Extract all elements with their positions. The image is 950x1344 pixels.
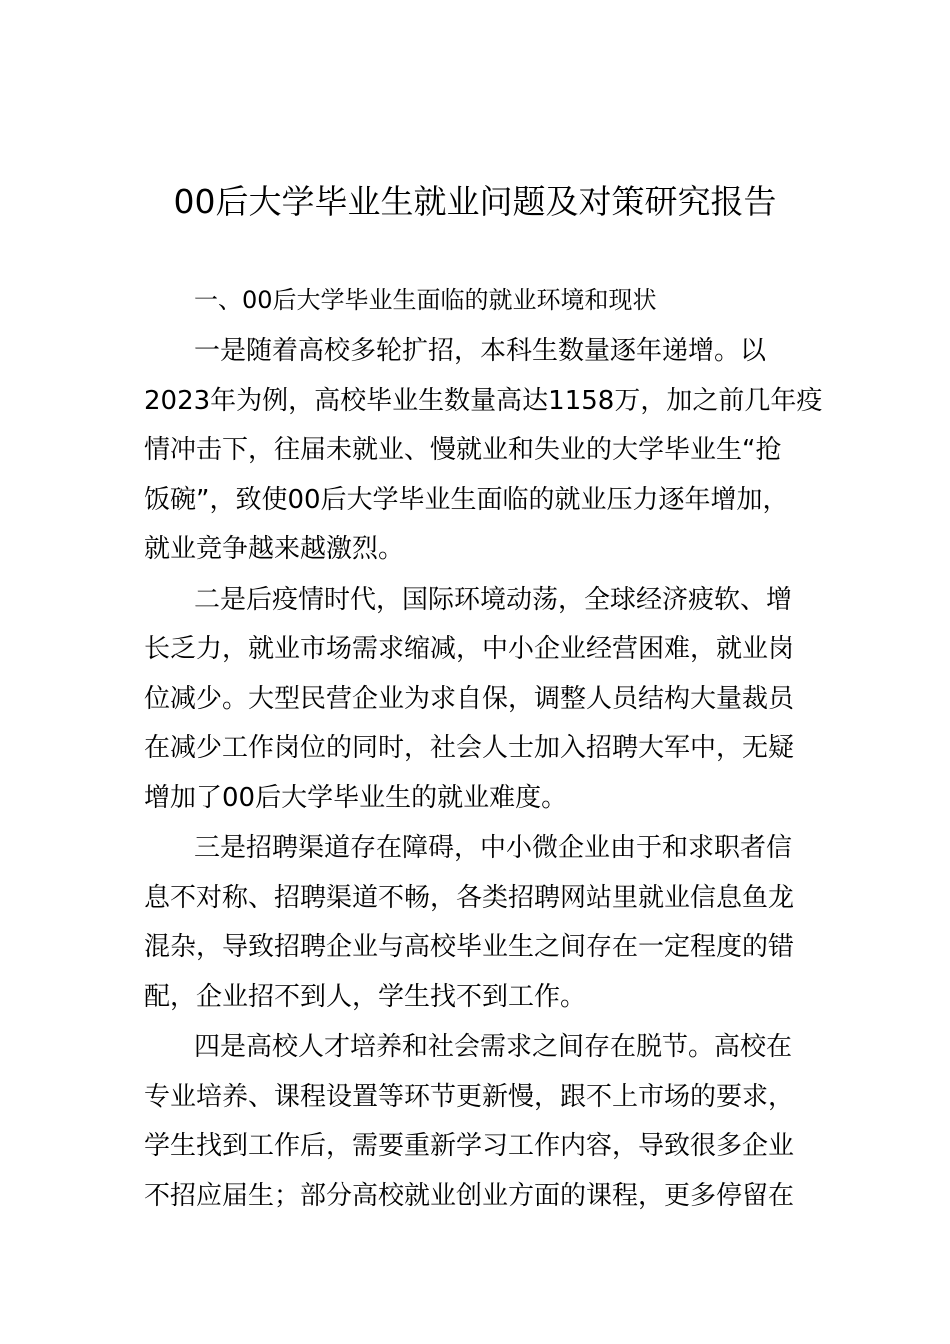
paragraph-3-line-4: 配，企业招不到人，学生找不到工作。 bbox=[144, 982, 587, 1012]
paragraph-2-line-5: 增加了00后大学毕业生的就业难度。 bbox=[144, 783, 568, 813]
paragraph-4-line-3: 学生找到工作后，需要重新学习工作内容，导致很多企业 bbox=[144, 1131, 795, 1161]
paragraph-1-line-3: 情冲击下，往届未就业、慢就业和失业的大学毕业生“抢 bbox=[144, 435, 782, 465]
paragraph-4-line-4: 不招应届生；部分高校就业创业方面的课程，更多停留在 bbox=[144, 1181, 795, 1211]
paragraph-1-line-1: 一是随着高校多轮扩招，本科生数量逐年递增。以 bbox=[194, 336, 767, 366]
paragraph-3-line-2: 息不对称、招聘渠道不畅，各类招聘网站里就业信息鱼龙 bbox=[144, 883, 795, 913]
paragraph-3-line-1: 三是招聘渠道存在障碍，中小微企业由于和求职者信 bbox=[194, 833, 793, 863]
section-heading: 一、00后大学毕业生面临的就业环境和现状 bbox=[194, 286, 657, 314]
paragraph-4-line-2: 专业培养、课程设置等环节更新慢，跟不上市场的要求， bbox=[144, 1082, 795, 1112]
paragraph-4-line-1: 四是高校人才培养和社会需求之间存在脱节。高校在 bbox=[194, 1032, 793, 1062]
paragraph-1-line-4: 饭碗”，致使00后大学毕业生面临的就业压力逐年增加， bbox=[144, 485, 789, 515]
paragraph-2-line-4: 在减少工作岗位的同时，社会人士加入招聘大军中，无疑 bbox=[144, 733, 795, 763]
paragraph-3-line-3: 混杂，导致招聘企业与高校毕业生之间存在一定程度的错 bbox=[144, 932, 795, 962]
document-title: 00后大学毕业生就业问题及对策研究报告 bbox=[173, 182, 777, 221]
paragraph-2-line-1: 二是后疫情时代，国际环境动荡，全球经济疲软、增 bbox=[194, 585, 793, 615]
paragraph-1-line-5: 就业竞争越来越激烈。 bbox=[144, 534, 405, 564]
paragraph-2-line-2: 长乏力，就业市场需求缩减，中小企业经营困难，就业岗 bbox=[144, 634, 795, 664]
paragraph-1-line-2: 2023年为例，高校毕业生数量高达1158万，加之前几年疫 bbox=[144, 386, 823, 416]
paragraph-2-line-3: 位减少。大型民营企业为求自保，调整人员结构大量裁员 bbox=[144, 684, 795, 714]
